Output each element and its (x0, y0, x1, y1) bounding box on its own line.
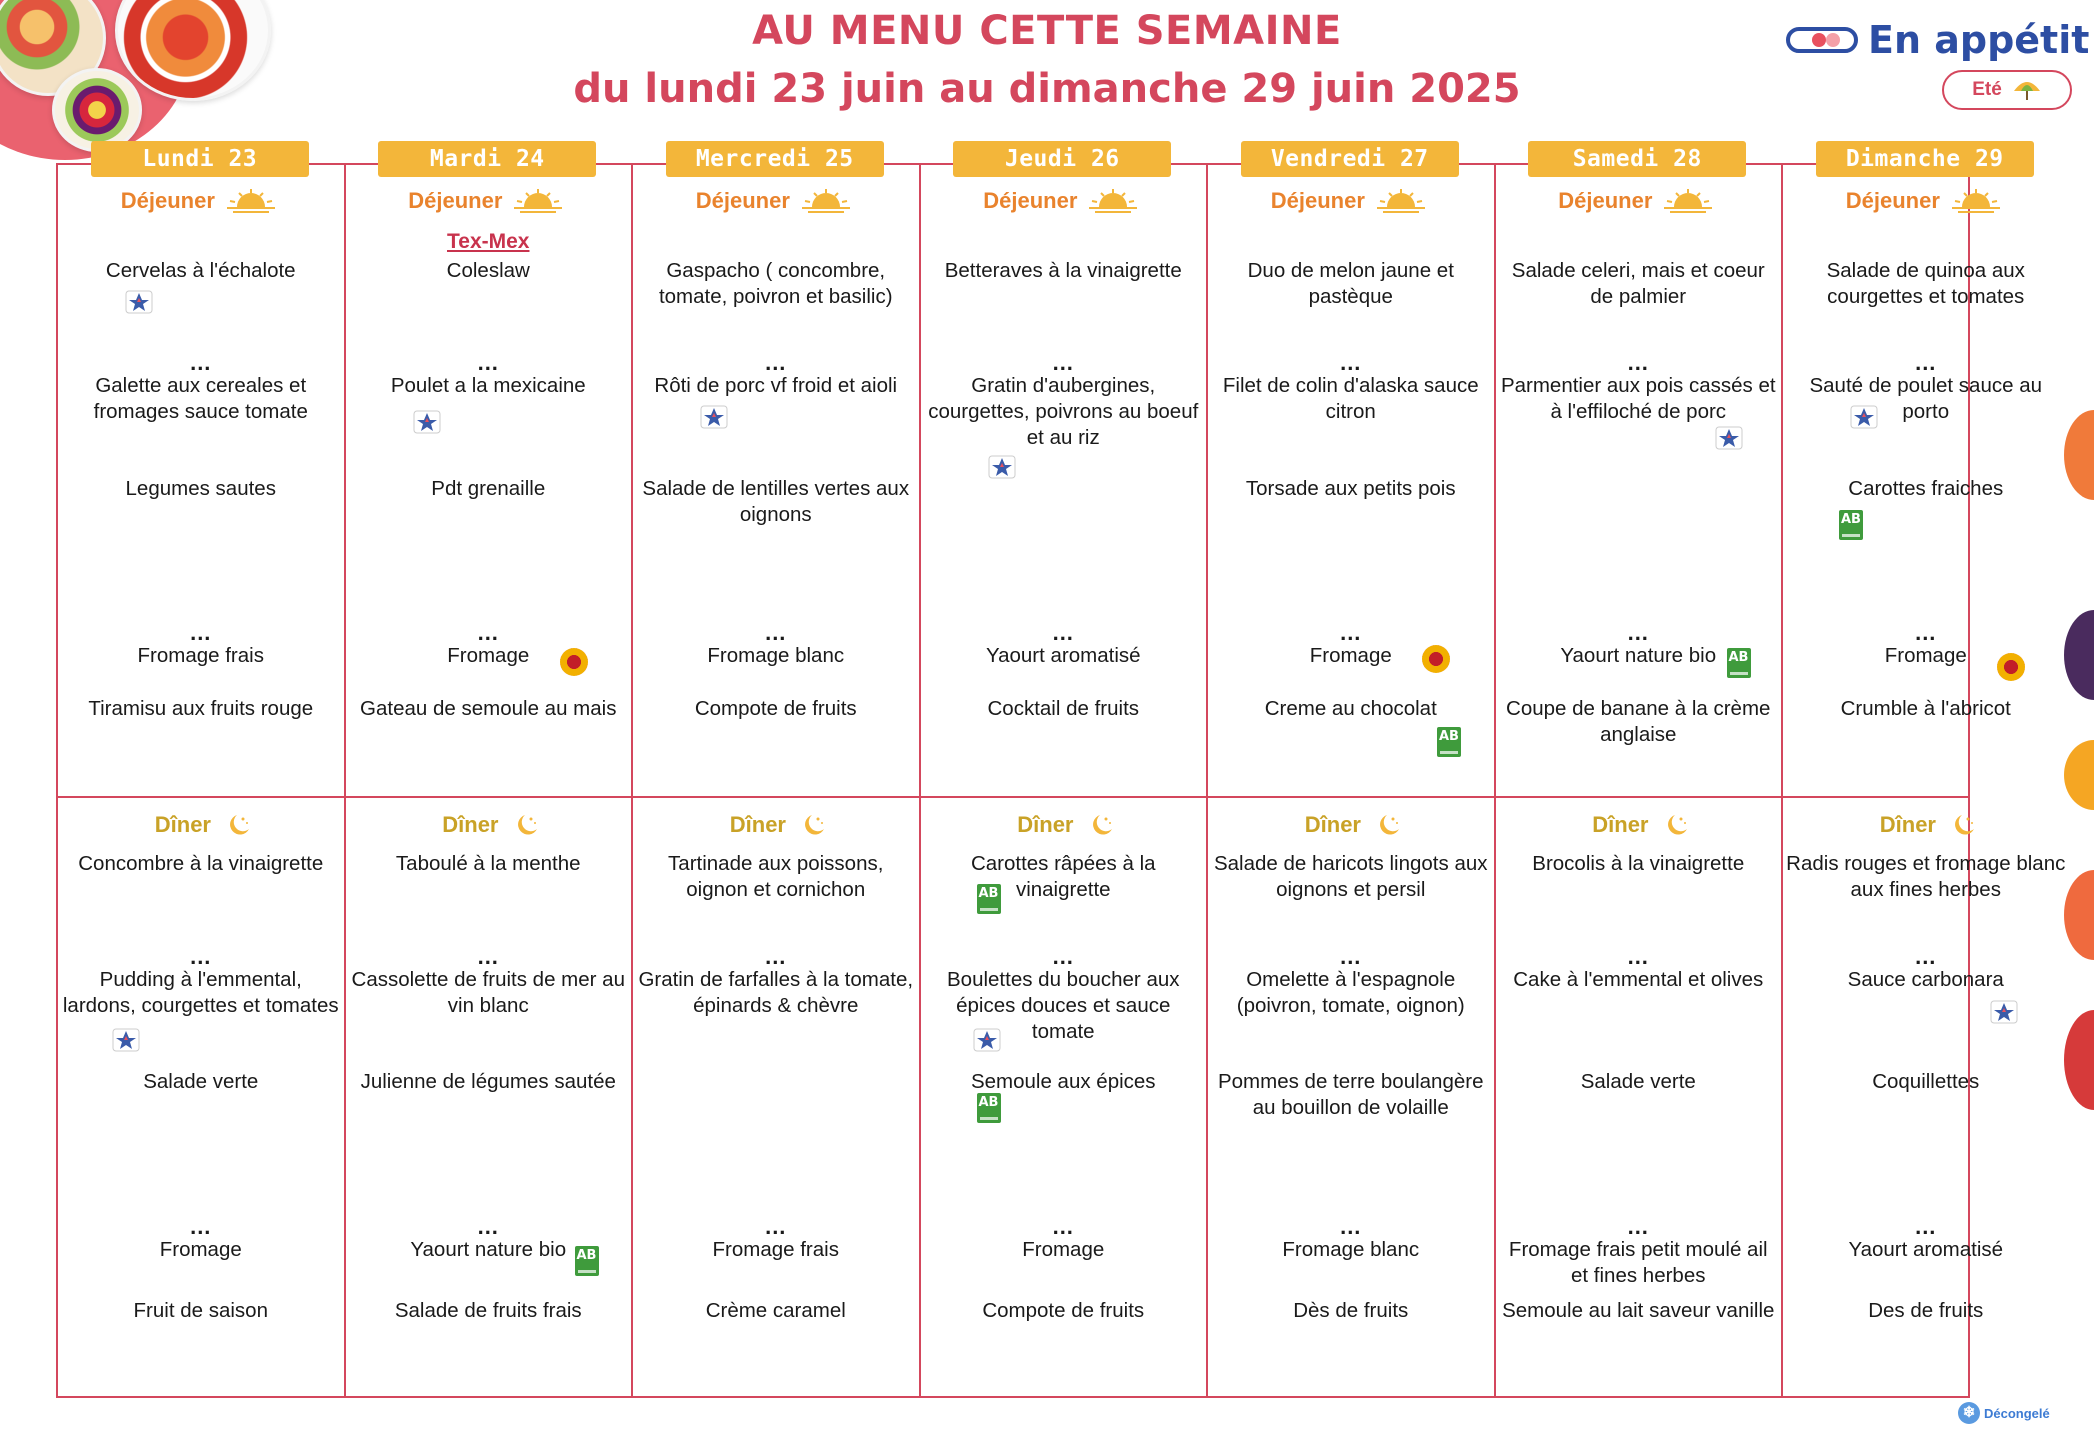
dinner-side: Salade verte (1580, 1070, 1696, 1093)
agriculture-bio-icon: AB (1839, 510, 1863, 540)
dinner-dessert: Fruit de saison (133, 1299, 268, 1322)
dinner-dairy: Yaourt aromatisé (1848, 1238, 2004, 1261)
lunch-main: Parmentier aux pois cassés et à l'effiloché de porc (1500, 374, 1776, 423)
separator-dots: ... (477, 350, 499, 375)
moon-icon (1084, 813, 1114, 837)
dinner-side: Coquillettes (1872, 1070, 1980, 1093)
lunch-title (696, 188, 852, 214)
lunch-main: Galette aux cereales et fromages sauce tomate (93, 374, 308, 423)
dinner-main: Sauce carbonara (1847, 968, 2004, 991)
column-divider (631, 163, 633, 1398)
separator-dots: ... (190, 350, 212, 375)
separator-dots: ... (1340, 1214, 1362, 1239)
separator-dots: ... (1915, 944, 1937, 969)
lunch-starter: Gaspacho ( concombre, tomate, poivron et basilic) (658, 259, 893, 308)
dinner-title (155, 812, 251, 838)
agriculture-bio-icon: AB (1437, 727, 1461, 757)
agriculture-bio-icon: AB (977, 1093, 1001, 1123)
lunch-title (983, 188, 1139, 214)
lunch-dessert: Tiramisu aux fruits rouge (88, 697, 314, 720)
lunch-side: Torsade aux petits pois (1245, 477, 1456, 500)
origine-france-icon (1990, 1000, 2018, 1024)
dinner-title (1592, 812, 1688, 838)
dinner-starter: Salade de haricots lingots aux oignons et persil (1213, 852, 1488, 901)
sun-icon (1662, 189, 1714, 213)
lunch-side: Carottes fraiches (1848, 477, 2004, 500)
lunch-starter: Duo de melon jaune et pastèque (1247, 259, 1454, 308)
lunch-dessert: Crumble à l'abricot (1840, 697, 2011, 720)
moon-icon (1659, 813, 1689, 837)
separator-dots: ... (1627, 1214, 1649, 1239)
dinner-main: Gratin de farfalles à la tomate, épinards & chèvre (638, 968, 914, 1017)
lunch-main: Sauté de poulet sauce au porto (1809, 374, 2043, 423)
lunch-starter: Salade celeri, mais et coeur de palmier (1511, 259, 1765, 308)
separator-dots: ... (1915, 350, 1937, 375)
dinner-title (442, 812, 538, 838)
lunch-dessert: Creme au chocolat (1264, 697, 1437, 720)
brand-name: En appétit (1868, 18, 2090, 62)
separator-dots: ... (1052, 620, 1074, 645)
lunch-title (1558, 188, 1714, 214)
separator-dots: ... (1052, 350, 1074, 375)
brand-logo-icon (1786, 27, 1858, 53)
dinner-label: Dîner (442, 812, 499, 837)
lunch-dairy: Fromage (447, 644, 530, 667)
column-divider (1206, 163, 1208, 1398)
dinner-main: Cake à l'emmental et olives (1513, 968, 1764, 991)
separator-dots: ... (477, 1214, 499, 1239)
separator-dots: ... (1915, 620, 1937, 645)
aop-label-icon (1422, 645, 1450, 673)
day-header: Vendredi 27 (1241, 141, 1459, 177)
fruit-decoration (2064, 410, 2094, 500)
lunch-side: Legumes sautes (125, 477, 276, 500)
separator-dots: ... (190, 620, 212, 645)
lunch-label: Déjeuner (408, 188, 503, 213)
dinner-main: Cassolette de fruits de mer au vin blanc (351, 968, 625, 1017)
season-badge (1942, 70, 2072, 110)
column-divider (919, 163, 921, 1398)
page-subtitle: du lundi 23 juin au dimanche 29 juin 2025 (573, 66, 1521, 112)
separator-dots: ... (1340, 620, 1362, 645)
dinner-dessert: Compote de fruits (982, 1299, 1145, 1322)
separator-dots: ... (1052, 1214, 1074, 1239)
day-header: Mercredi 25 (666, 141, 884, 177)
fruit-decoration (2064, 740, 2094, 810)
separator-dots: ... (1627, 944, 1649, 969)
lunch-label: Déjeuner (1270, 188, 1365, 213)
day-header: Lundi 23 (91, 141, 309, 177)
dinner-dairy: Yaourt nature bio (410, 1238, 567, 1261)
snowflake-icon: ❄ (1958, 1402, 1980, 1424)
dinner-side: Semoule aux épices (970, 1070, 1156, 1093)
aop-label-icon (1997, 653, 2025, 681)
dinner-label: Dîner (1017, 812, 1074, 837)
agriculture-bio-icon: AB (977, 884, 1001, 914)
moon-icon (1371, 813, 1401, 837)
moon-icon (509, 813, 539, 837)
dinner-starter: Taboulé à la menthe (395, 852, 581, 875)
sun-icon (1087, 189, 1139, 213)
origine-france-icon (700, 405, 728, 429)
dinner-title (1017, 812, 1113, 838)
separator-dots: ... (765, 1214, 787, 1239)
lunch-title (1271, 188, 1427, 214)
dinner-dessert: Salade de fruits frais (394, 1299, 582, 1322)
sun-icon (1375, 189, 1427, 213)
lunch-main: Gratin d'aubergines, courgettes, poivrons au boeuf et au riz (928, 374, 1199, 449)
dinner-dairy: Fromage frais (712, 1238, 839, 1261)
sun-icon (800, 189, 852, 213)
dinner-dessert: Crème caramel (705, 1299, 846, 1322)
fruit-decoration (2064, 870, 2094, 960)
lunch-label: Déjeuner (695, 188, 790, 213)
day-header: Samedi 28 (1528, 141, 1746, 177)
aop-label-icon (560, 648, 588, 676)
lunch-dessert: Compote de fruits (694, 697, 857, 720)
lunch-starter: Betteraves à la vinaigrette (944, 259, 1182, 282)
dinner-starter: Radis rouges et fromage blanc aux fines herbes (1786, 852, 2066, 901)
dinner-dessert: Des de fruits (1868, 1299, 1984, 1322)
season-label: Eté (1972, 79, 2002, 100)
separator-dots: ... (1915, 1214, 1937, 1239)
brand-logo (1786, 18, 2089, 62)
lunch-starter: Salade de quinoa aux courgettes et tomates (1826, 259, 2025, 308)
separator-dots: ... (1052, 944, 1074, 969)
dinner-main: Pudding à l'emmental, lardons, courgettes et tomates (62, 968, 339, 1017)
sun-icon (512, 189, 564, 213)
agriculture-bio-icon: AB (575, 1246, 599, 1276)
lunch-side: Pdt grenaille (431, 477, 546, 500)
origine-france-icon (1850, 405, 1878, 429)
lunch-dessert: Coupe de banane à la crème anglaise (1506, 697, 1771, 746)
moon-icon (221, 813, 251, 837)
lunch-main: Filet de colin d'alaska sauce citron (1222, 374, 1479, 423)
dinner-side: Pommes de terre boulangère au bouillon de volaille (1217, 1070, 1484, 1119)
lunch-label: Déjeuner (1558, 188, 1653, 213)
dinner-dessert: Semoule au lait saveur vanille (1502, 1299, 1775, 1322)
dinner-dairy: Fromage frais petit moulé ail et fines herbes (1508, 1238, 1768, 1287)
dinner-main: Omelette à l'espagnole (poivron, tomate, oignon) (1236, 968, 1465, 1017)
fruit-decoration (2064, 610, 2094, 700)
dinner-side: Julienne de légumes sautée (360, 1070, 616, 1093)
lunch-label: Déjeuner (983, 188, 1078, 213)
dinner-dessert: Dès de fruits (1293, 1299, 1409, 1322)
dinner-title (730, 812, 826, 838)
dinner-label: Dîner (1879, 812, 1936, 837)
lunch-starter: Cervelas à l'échalote (105, 259, 296, 282)
dinner-dairy: Fromage (159, 1238, 242, 1261)
lunch-main: Rôti de porc vf froid et aioli (654, 374, 898, 397)
dinner-label: Dîner (1592, 812, 1649, 837)
dinner-side: Salade verte (143, 1070, 259, 1093)
origine-france-icon (973, 1028, 1001, 1052)
umbrella-icon (2012, 79, 2042, 101)
lunch-dairy: Fromage (1884, 644, 1967, 667)
decongele-legend (1958, 1402, 2050, 1424)
dinner-label: Dîner (154, 812, 211, 837)
lunch-dairy: Yaourt nature bio (1560, 644, 1717, 667)
day-header: Jeudi 26 (953, 141, 1171, 177)
lunch-starter: Coleslaw (446, 259, 530, 282)
dinner-dairy: Fromage (1022, 1238, 1105, 1261)
separator-dots: ... (1340, 350, 1362, 375)
separator-dots: ... (477, 944, 499, 969)
dinner-starter: Concombre à la vinaigrette (78, 852, 324, 875)
lunch-label: Déjeuner (1845, 188, 1940, 213)
dinner-title (1880, 812, 1976, 838)
lunch-title (1846, 188, 2002, 214)
origine-france-icon (1715, 426, 1743, 450)
origine-france-icon (112, 1028, 140, 1052)
day-header: Dimanche 29 (1816, 141, 2034, 177)
separator-dots: ... (765, 350, 787, 375)
lunch-side: Salade de lentilles vertes aux oignons (642, 477, 910, 526)
column-divider (344, 163, 346, 1398)
separator-dots: ... (1627, 620, 1649, 645)
separator-dots: ... (1627, 350, 1649, 375)
sun-icon (1950, 189, 2002, 213)
origine-france-icon (125, 290, 153, 314)
dinner-main: Boulettes du boucher aux épices douces et sauce tomate (947, 968, 1180, 1043)
page-title: AU MENU CETTE SEMAINE (752, 8, 1342, 54)
fruit-decoration (2064, 1010, 2094, 1110)
separator-dots: ... (190, 944, 212, 969)
lunch-title (408, 188, 564, 214)
moon-icon (1946, 813, 1976, 837)
lunch-title (121, 188, 277, 214)
theme-label: Tex-Mex (447, 230, 530, 253)
lunch-label: Déjeuner (120, 188, 215, 213)
column-divider (1781, 163, 1783, 1398)
separator-dots: ... (477, 620, 499, 645)
separator-dots: ... (765, 944, 787, 969)
dinner-dairy: Fromage blanc (1282, 1238, 1420, 1261)
column-divider (1494, 163, 1496, 1398)
agriculture-bio-icon: AB (1727, 648, 1751, 678)
dinner-label: Dîner (1304, 812, 1361, 837)
lunch-main: Poulet a la mexicaine (390, 374, 586, 397)
origine-france-icon (988, 455, 1016, 479)
lunch-dessert: Cocktail de fruits (987, 697, 1140, 720)
dinner-label: Dîner (729, 812, 786, 837)
moon-icon (796, 813, 826, 837)
lunch-dessert: Gateau de semoule au mais (360, 697, 617, 720)
dinner-title (1305, 812, 1401, 838)
decongele-label: Décongelé (1984, 1405, 2050, 1421)
lunch-dairy: Fromage frais (137, 644, 264, 667)
lunch-dairy: Fromage (1309, 644, 1392, 667)
day-header: Mardi 24 (378, 141, 596, 177)
dinner-starter: Tartinade aux poissons, oignon et cornichon (668, 852, 884, 901)
separator-dots: ... (190, 1214, 212, 1239)
separator-dots: ... (1340, 944, 1362, 969)
sun-icon (225, 189, 277, 213)
lunch-dairy: Yaourt aromatisé (985, 644, 1141, 667)
dinner-starter: Brocolis à la vinaigrette (1532, 852, 1745, 875)
dinner-starter: Carottes râpées à la vinaigrette (970, 852, 1156, 901)
lunch-dairy: Fromage blanc (707, 644, 845, 667)
separator-dots: ... (765, 620, 787, 645)
origine-france-icon (413, 410, 441, 434)
